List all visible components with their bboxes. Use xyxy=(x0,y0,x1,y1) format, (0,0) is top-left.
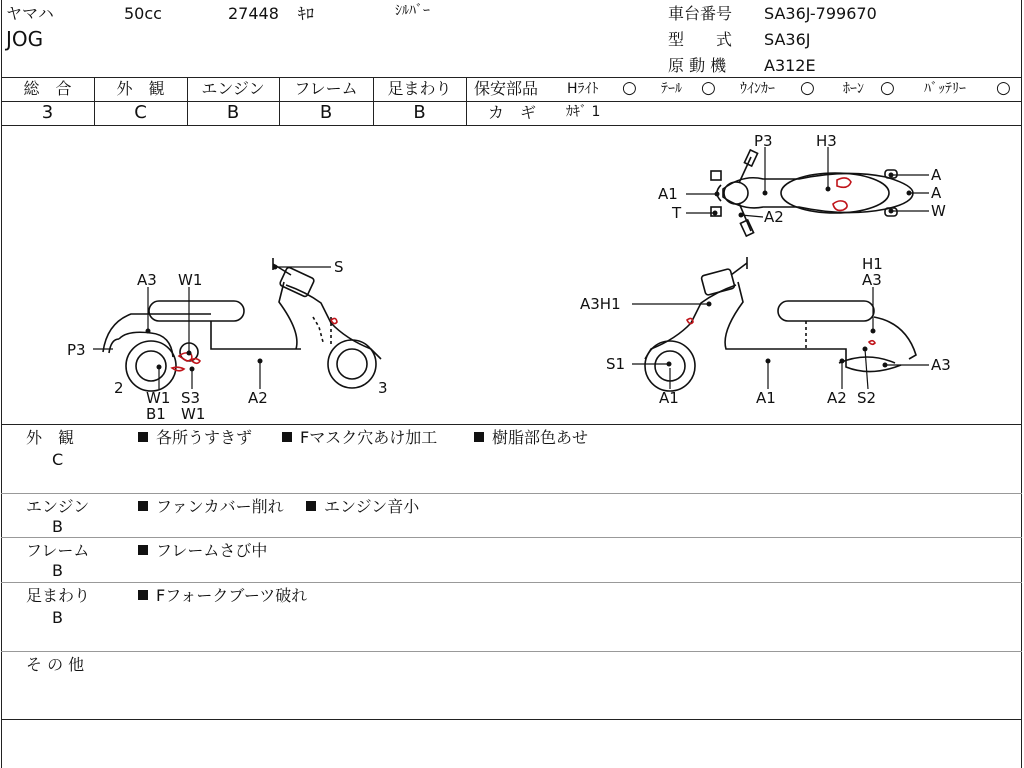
divider-grade-values xyxy=(1,125,1022,126)
remark-label-frame: フレーム xyxy=(26,541,90,560)
frame-no: SA36J-799670 xyxy=(764,4,877,23)
bullet-icon xyxy=(138,501,148,511)
displacement: 50cc xyxy=(124,4,162,23)
right-label-s1: S1 xyxy=(606,355,626,373)
col-sep-5 xyxy=(466,77,467,125)
grade-label-suspension: 足まわり xyxy=(387,79,452,98)
divider-remark-3 xyxy=(1,582,1022,583)
maker: ヤマハ xyxy=(6,4,54,23)
remark-grade-suspension: B xyxy=(52,608,63,627)
left-label-s3: S3 xyxy=(181,389,201,407)
grade-value-exterior: C xyxy=(134,102,147,123)
safety-item-winker: ｳｲﾝｶｰ xyxy=(740,81,775,97)
safety-status-tail: ○ xyxy=(701,78,716,98)
bullet-icon xyxy=(138,432,148,442)
divider-remark-2 xyxy=(1,537,1022,538)
grade-value-frame: B xyxy=(319,102,333,123)
right-view-labels xyxy=(580,255,951,407)
grade-label-frame: フレーム xyxy=(294,79,358,98)
remark-item: Fフォークブーツ破れ xyxy=(138,588,307,604)
remark-label-exterior: 外 観 xyxy=(26,428,75,447)
remark-item: ファンカバー削れ xyxy=(138,499,284,515)
remark-label-engine: エンジン xyxy=(26,497,90,516)
safety-status-battery: ○ xyxy=(996,78,1011,98)
safety-item-horn: ﾎｰﾝ xyxy=(843,81,864,97)
top-label-a2: A2 xyxy=(764,208,784,226)
remark-label-suspension: 足まわり xyxy=(26,586,91,605)
type-label: 型 式 xyxy=(668,30,733,49)
top-label-a1: A1 xyxy=(658,185,678,203)
remark-item: 各所うすきず xyxy=(138,430,252,446)
key-label: カ ギ xyxy=(488,103,537,122)
right-label-s2: S2 xyxy=(857,389,877,407)
top-label-p3: P3 xyxy=(754,132,773,150)
remark-label-other: そ の 他 xyxy=(26,655,85,674)
divider-header xyxy=(1,77,1022,78)
safety-item-battery: ﾊﾞｯﾃﾘｰ xyxy=(924,81,966,97)
bullet-icon xyxy=(138,590,148,600)
safety-status-headlight: ○ xyxy=(622,78,637,98)
left-label-w1-top: W1 xyxy=(178,271,203,289)
safety-status-winker: ○ xyxy=(800,78,815,98)
frame-no-label: 車台番号 xyxy=(668,4,733,23)
bullet-icon xyxy=(138,545,148,555)
remark-grade-engine: B xyxy=(52,517,63,536)
divider-grade-labels xyxy=(1,101,1022,102)
grade-label-engine: エンジン xyxy=(201,79,265,98)
safety-item-tail: ﾃｰﾙ xyxy=(661,81,682,97)
top-label-a-upper: A xyxy=(931,166,942,184)
left-label-w1-bottom: W1 xyxy=(181,405,206,423)
remark-item: 樹脂部色あせ xyxy=(474,430,588,446)
remark-item: フレームさび中 xyxy=(138,543,267,559)
mileage: 27448 xyxy=(228,4,279,23)
model-name: JOG xyxy=(6,27,44,51)
divider-remark-1 xyxy=(1,493,1022,494)
color: ｼﾙﾊﾞｰ xyxy=(395,3,430,19)
damage-diagram xyxy=(1,127,1022,423)
grade-label-total: 総 合 xyxy=(23,79,72,98)
bullet-icon xyxy=(474,432,484,442)
remark-grade-exterior: C xyxy=(52,450,64,469)
divider-bottom xyxy=(1,719,1022,720)
divider-remark-4 xyxy=(1,651,1022,652)
left-label-a3: A3 xyxy=(137,271,157,289)
right-label-a1-center: A1 xyxy=(756,389,776,407)
left-label-b1: B1 xyxy=(146,405,166,423)
bullet-icon xyxy=(282,432,292,442)
divider-diagram xyxy=(1,424,1022,425)
safety-item-headlight: Hﾗｲﾄ xyxy=(567,81,599,97)
remark-grade-frame: B xyxy=(52,561,63,580)
grade-value-total: 3 xyxy=(41,102,54,123)
remark-item: Fマスク穴あけ加工 xyxy=(282,430,437,446)
type-value: SA36J xyxy=(764,30,811,49)
left-label-2: 2 xyxy=(114,379,124,397)
right-label-a3-top: A3 xyxy=(862,271,882,289)
top-label-a-middle: A xyxy=(931,184,942,202)
key-value: ｶｷﾞ 1 xyxy=(566,104,601,120)
right-label-h1: H1 xyxy=(862,255,883,273)
left-label-s: S xyxy=(334,258,344,276)
top-label-h3: H3 xyxy=(816,132,837,150)
safety-label: 保安部品 xyxy=(474,79,539,98)
remark-item: エンジン音小 xyxy=(306,499,419,515)
grade-value-suspension: B xyxy=(413,102,426,123)
scooter-top-view xyxy=(711,150,913,236)
top-label-w: W xyxy=(931,202,946,220)
right-label-a2: A2 xyxy=(827,389,847,407)
right-label-a3-rear: A3 xyxy=(931,356,951,374)
left-label-w1-rear: W1 xyxy=(146,389,171,407)
grade-label-exterior: 外 観 xyxy=(116,79,165,98)
right-label-a3h1: A3H1 xyxy=(580,295,621,313)
mileage-unit: ｷﾛ xyxy=(298,4,315,23)
bullet-icon xyxy=(306,501,316,511)
engine-value: A312E xyxy=(764,56,816,75)
left-label-3: 3 xyxy=(378,379,388,397)
engine-label: 原 動 機 xyxy=(668,56,727,75)
left-label-a2: A2 xyxy=(248,389,268,407)
left-label-p3: P3 xyxy=(67,341,86,359)
top-label-t: T xyxy=(672,204,682,222)
safety-status-horn: ○ xyxy=(880,78,895,98)
grade-value-engine: B xyxy=(226,102,240,123)
right-label-a1-front: A1 xyxy=(659,389,679,407)
